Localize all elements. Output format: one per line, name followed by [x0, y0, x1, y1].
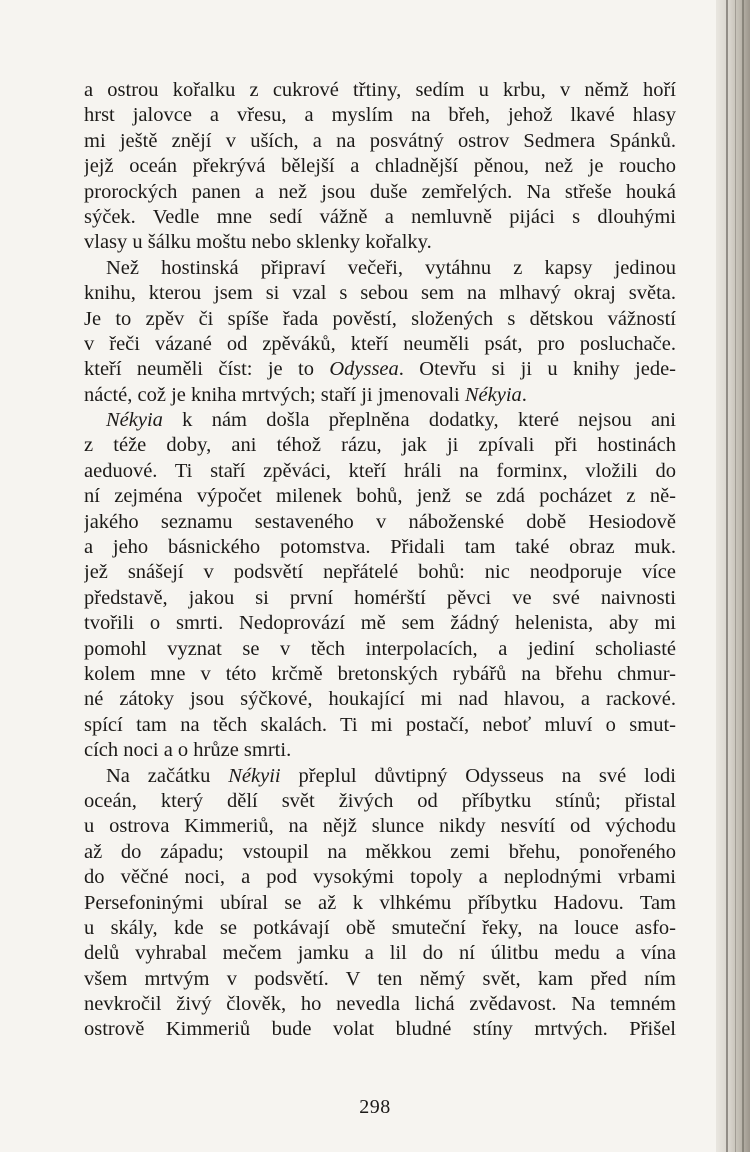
text-line: nevkročil živý člověk, ho nevedla lichá zvědavost. Na temném	[84, 993, 676, 1016]
body-text	[84, 78, 676, 1043]
text-line: knihu, kterou jsem si vzal s sebou sem na mlhavý okraj světa.	[84, 282, 676, 305]
text-line: všem mrtvým v podsvětí. V ten němý svět, kam před ním	[84, 967, 676, 990]
text-line: oceán, který dělí svět živých od příbytku stínů; přistal	[84, 789, 676, 812]
text-line: mi ještě znějí v uších, a na posvátný ostrov Sedmera Spánků.	[84, 129, 676, 152]
text-line: nácté, což je kniha mrtvých; staří ji jmenovali Nékyia.	[84, 383, 527, 406]
text-line: sýček. Vedle mne sedí vážně a nemluvně pijáci s dlouhými	[84, 205, 676, 228]
text-line: ní zejména výpočet milenek bohů, jenž se zdá pocházet z ně-	[84, 485, 676, 508]
text-line: u skály, kde se potkávají obě smuteční řeky, na louce asfo-	[84, 916, 676, 939]
text-line: aeduové. Ti staří zpěváci, kteří hráli na forminx, vložili do	[84, 459, 676, 482]
page-edge-line	[726, 0, 728, 1152]
text-line: spící tam na těch skalách. Ti mi postačí, neboť mluví o smut-	[84, 713, 676, 736]
page-edge-line	[735, 0, 736, 1152]
text-line: vlasy u šálku moštu nebo sklenky kořalky.	[84, 231, 432, 254]
text-line: a ostrou kořalku z cukrové třtiny, sedím u krbu, v němž hoří	[84, 79, 676, 101]
text-line: z téže doby, ani téhož rázu, jak ji zpívali při hostinách	[84, 434, 676, 457]
text-line: jakého seznamu sestaveného v náboženské době Hesiodově	[84, 510, 676, 533]
text-line: pomohl vyznat se v těch interpolacích, a jediní scholiasté	[84, 637, 676, 660]
text-line: delů vyhrabal mečem jamku a lil do ní úlitbu medu a vína	[84, 942, 676, 965]
text-line: jež snášejí v podsvětí nepřátelé bohů: nic neodporuje více	[84, 561, 676, 584]
text-line: Je to zpěv či spíše řada pověstí, složených s dětskou vážností	[84, 307, 676, 330]
text-line: Nékyia k nám došla přeplněna dodatky, které nejsou ani	[106, 409, 676, 432]
text-line: představě, jakou si první homérští pěvci ve své naivnosti	[84, 586, 676, 609]
text-line: kolem mne v této krčmě bretonských rybářů na břehu chmur-	[84, 662, 676, 685]
text-line: Na začátku Nékyii přeplul důvtipný Odysseus na své lodi	[106, 764, 676, 787]
text-line: prorockých panen a než jsou duše zemřelých. Na střeše houká	[84, 180, 676, 203]
page-number: 298	[359, 1096, 391, 1118]
text-line: tvořili o smrti. Nedoprovází mě sem žádný helenista, aby mi	[84, 612, 676, 635]
text-line: v řeči vázané od zpěváků, kteří neuměli psát, pro posluchače.	[84, 332, 676, 355]
text-line: kteří neuměli číst: je to Odyssea. Otevřu si ji u knihy jede-	[84, 358, 676, 381]
text-line: cích noci a o hrůze smrti.	[84, 739, 292, 762]
text-line: do věčné noci, a pod vysokými topoly a neplodnými vrbami	[84, 866, 676, 889]
text-line: né zátoky jsou sýčkové, houkající mi nad hlavou, a rackové.	[84, 688, 676, 711]
text-line: ostrově Kimmeriů bude volat bludné stíny mrtvých. Přišel	[84, 1018, 676, 1041]
text-line: u ostrova Kimmeriů, na nějž slunce nikdy nesvítí od východu	[84, 815, 676, 838]
page-edge-line	[742, 0, 744, 1152]
text-line: až do západu; vstoupil na měkkou zemi břehu, ponořeného	[84, 840, 676, 863]
text-line: a jeho básnického potomstva. Přidali tam také obraz muk.	[84, 536, 676, 559]
text-line: jejž oceán překrývá bělejší a chladnější pěnou, než je roucho	[84, 155, 676, 178]
text-line: Než hostinská připraví večeři, vytáhnu z kapsy jedinou	[106, 256, 676, 279]
text-line: hrst jalovce a vřesu, a myslím na břeh, jehož lkavé hlasy	[84, 104, 676, 127]
page-edge-shadow	[716, 0, 750, 1152]
text-line: Persefoninými ubíral se až k vlhkému příbytku Hadovu. Tam	[84, 891, 676, 914]
